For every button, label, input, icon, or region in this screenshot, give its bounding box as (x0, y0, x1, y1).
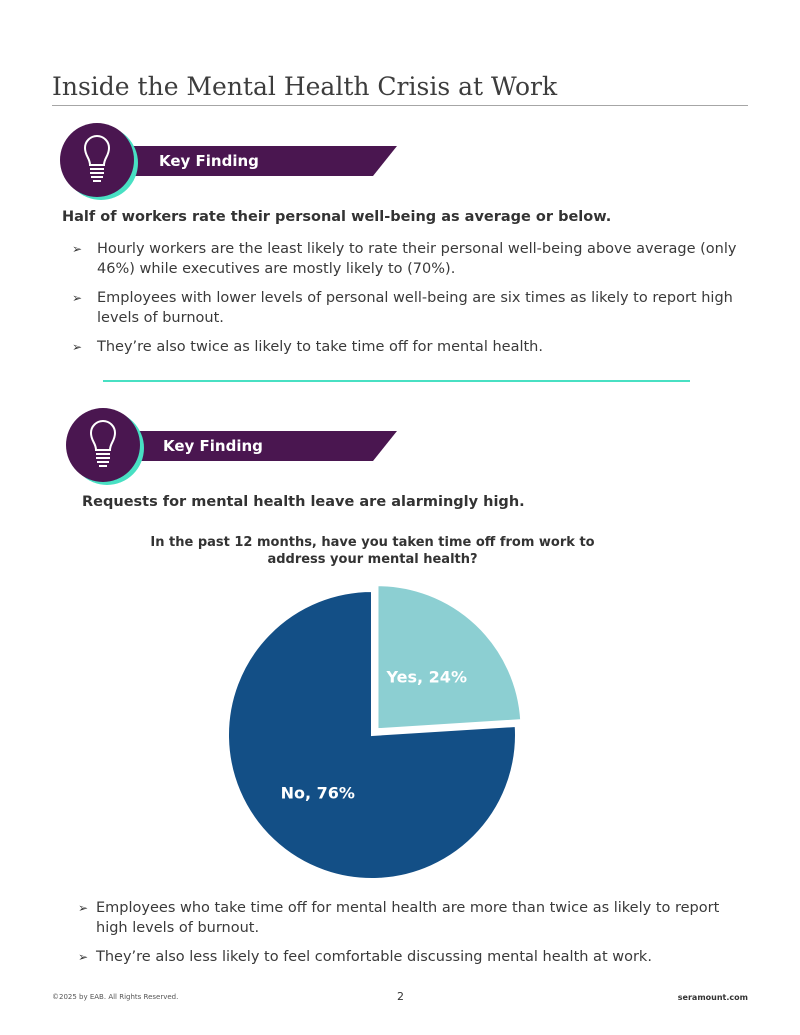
arrow-bullet-icon: ➢ (72, 242, 83, 256)
section-2-bullet-list (76, 898, 746, 976)
chart-title: In the past 12 months, have you taken time off from work to address your mental health? (150, 535, 595, 567)
list-item: ➢ They’re also less likely to feel comfortable discussing mental health at work. (78, 949, 652, 965)
pie-chart (200, 575, 550, 895)
key-finding-badge-1 (60, 123, 134, 197)
list-item: ➢ Employees who take time off for mental health are more than twice as likely to report high levels of burnout. (78, 900, 720, 936)
section-2-heading: Requests for mental health leave are alarmingly high. (82, 494, 525, 510)
key-finding-label-1: Key Finding (159, 152, 259, 170)
pie-label-1: No, 76% (280, 783, 355, 803)
key-finding-badge-2 (66, 408, 140, 482)
footer-copyright: ©2025 by EAB. All Rights Reserved. (52, 993, 179, 1001)
section-1-heading: Half of workers rate their personal well-being as average or below. (62, 209, 612, 225)
title-divider (52, 105, 748, 106)
pie-label-0: Yes, 24% (386, 667, 467, 687)
lightbulb-icon (66, 408, 140, 482)
list-item: ➢ They’re also twice as likely to take time off for mental health. (72, 339, 543, 355)
list-item: ➢ Hourly workers are the least likely to rate their personal well-being above average (only 46%) while executives are mostly likely to (70%). (72, 241, 737, 277)
lightbulb-icon (60, 123, 134, 197)
section-1-bullet-list (60, 239, 750, 366)
footer-page-number: 2 (397, 990, 404, 1003)
pie-slice-0 (377, 585, 521, 729)
footer-site: seramount.com (677, 993, 748, 1002)
key-finding-label-2: Key Finding (163, 437, 263, 455)
arrow-bullet-icon: ➢ (78, 950, 89, 964)
list-item: ➢ Employees with lower levels of personal well-being are six times as likely to report high levels of burnout. (72, 290, 733, 326)
page-title: Inside the Mental Health Crisis at Work (52, 72, 558, 101)
section-divider (103, 380, 690, 382)
arrow-bullet-icon: ➢ (72, 291, 83, 305)
arrow-bullet-icon: ➢ (78, 901, 89, 915)
arrow-bullet-icon: ➢ (72, 340, 83, 354)
